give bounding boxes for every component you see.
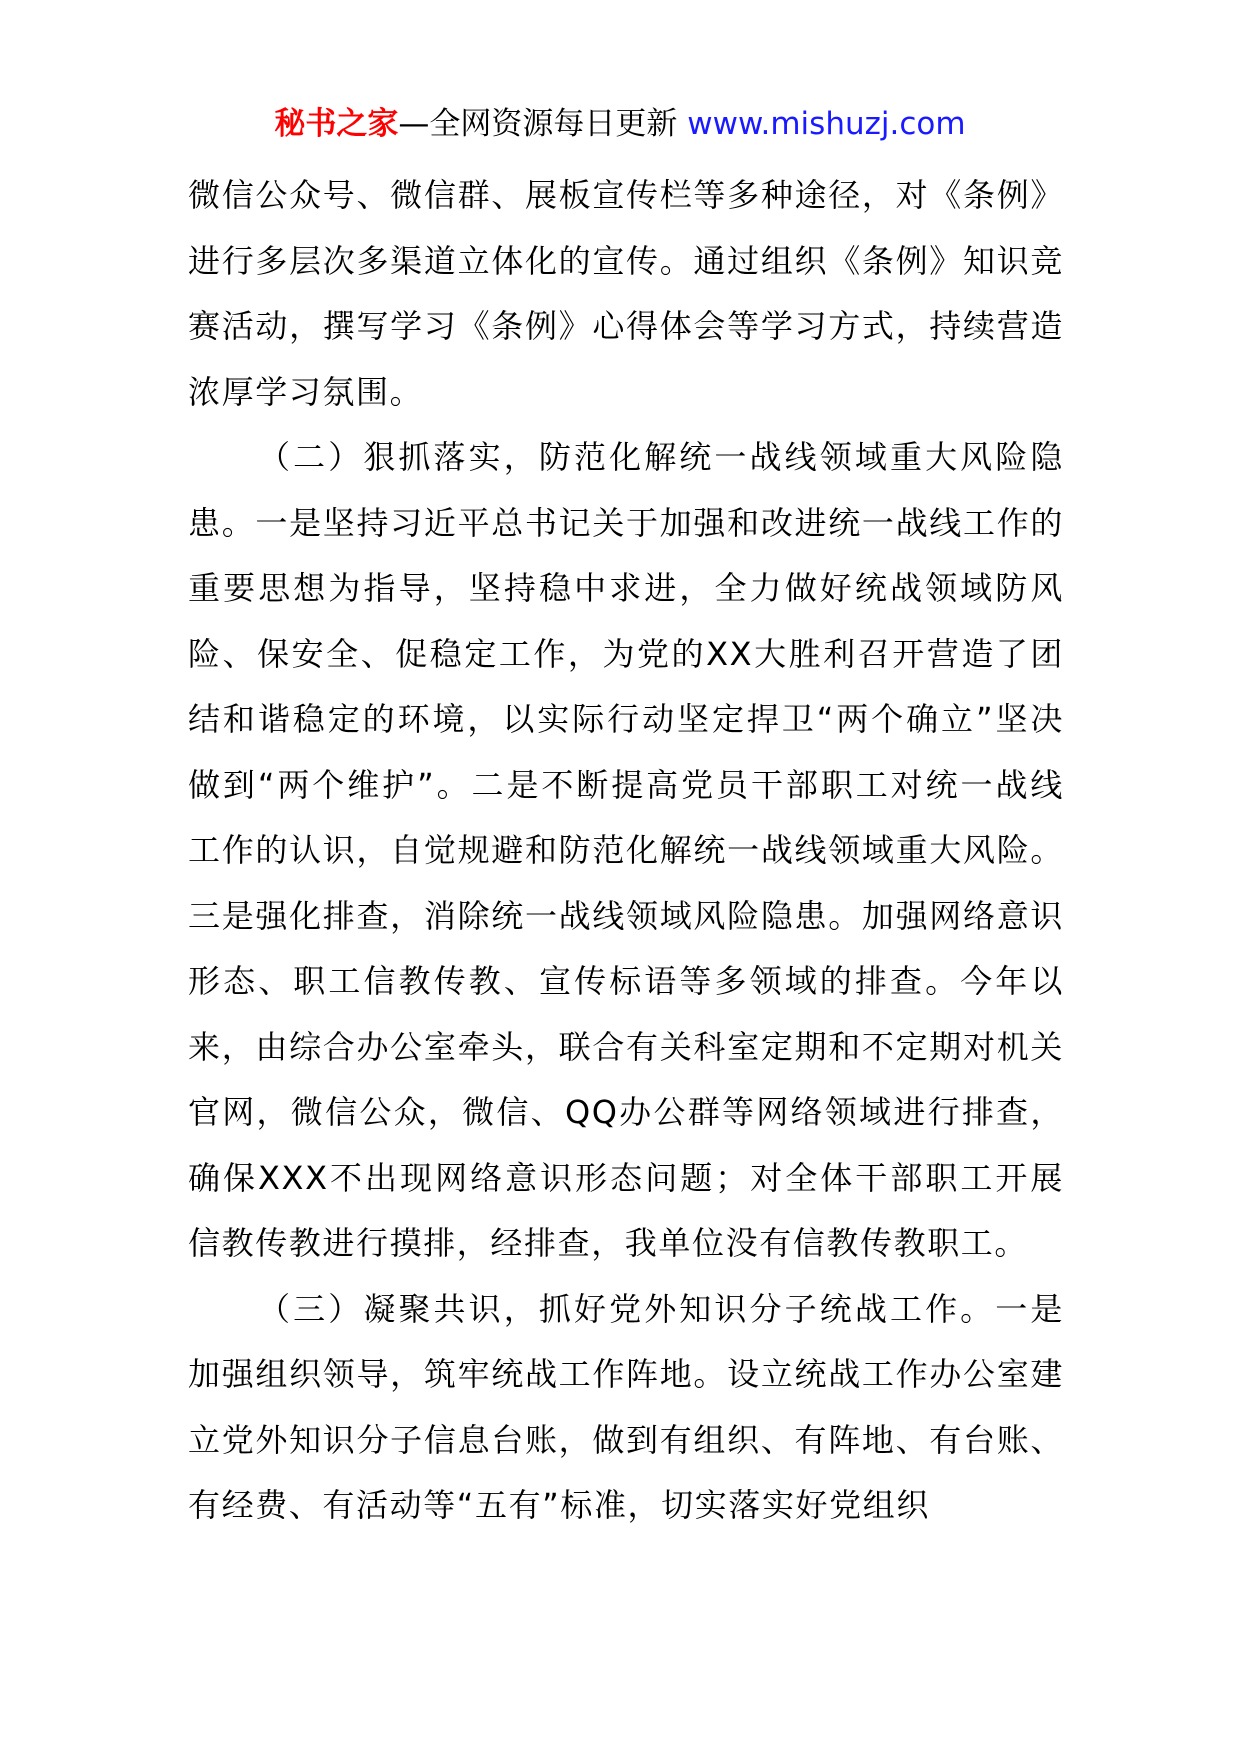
page-header: [0, 100, 1240, 148]
document-body: [188, 163, 1064, 1539]
paragraph-continued: 微信公众号、微信群、展板宣传栏等多种途径，对《条例》进行多层次多渠道立体化的宣传。通过组织《条例》知识竞赛活动，撰写学习《条例》心得体会等学习方式，持续营造浓厚学习氛围。: [188, 176, 1064, 411]
paragraph-section-2: （二）狠抓落实，防范化解统一战线领域重大风险隐患。一是坚持习近平总书记关于加强和改进统一战线工作的重要思想为指导，坚持稳中求进，全力做好统战领域防风险、保安全、促稳定工作，为党的XX大胜利召开营造了团结和谐稳定的环境，以实际行动坚定捍卫“两个确立”坚决做到“两个维护”。二是不断提高党员干部职工对统一战线工作的认识，自觉规避和防范化解统一战线领域重大风险。三是强化排查，消除统一战线领域风险隐患。加强网络意识形态、职工信教传教、宣传标语等多领域的排查。今年以来，由综合办公室牵头，联合有关科室定期和不定期对机关官网，微信公众，微信、QQ办公群等网络领域进行排查，确保XXX不出现网络意识形态问题；对全体干部职工开展信教传教进行摸排，经排查，我单位没有信教传教职工。: [188, 438, 1064, 1262]
header-tagline: —全网资源每日更新: [398, 106, 678, 142]
brand-name: 秘书之家: [274, 106, 399, 142]
paragraph-section-3: （三）凝聚共识，抓好党外知识分子统战工作。一是加强组织领导，筑牢统战工作阵地。设立统战工作办公室建立党外知识分子信息台账，做到有组织、有阵地、有台账、有经费、有活动等“五有”标准，切实落实好党组织: [188, 1289, 1064, 1524]
website-link[interactable]: www.mishuzj.com: [687, 106, 966, 142]
